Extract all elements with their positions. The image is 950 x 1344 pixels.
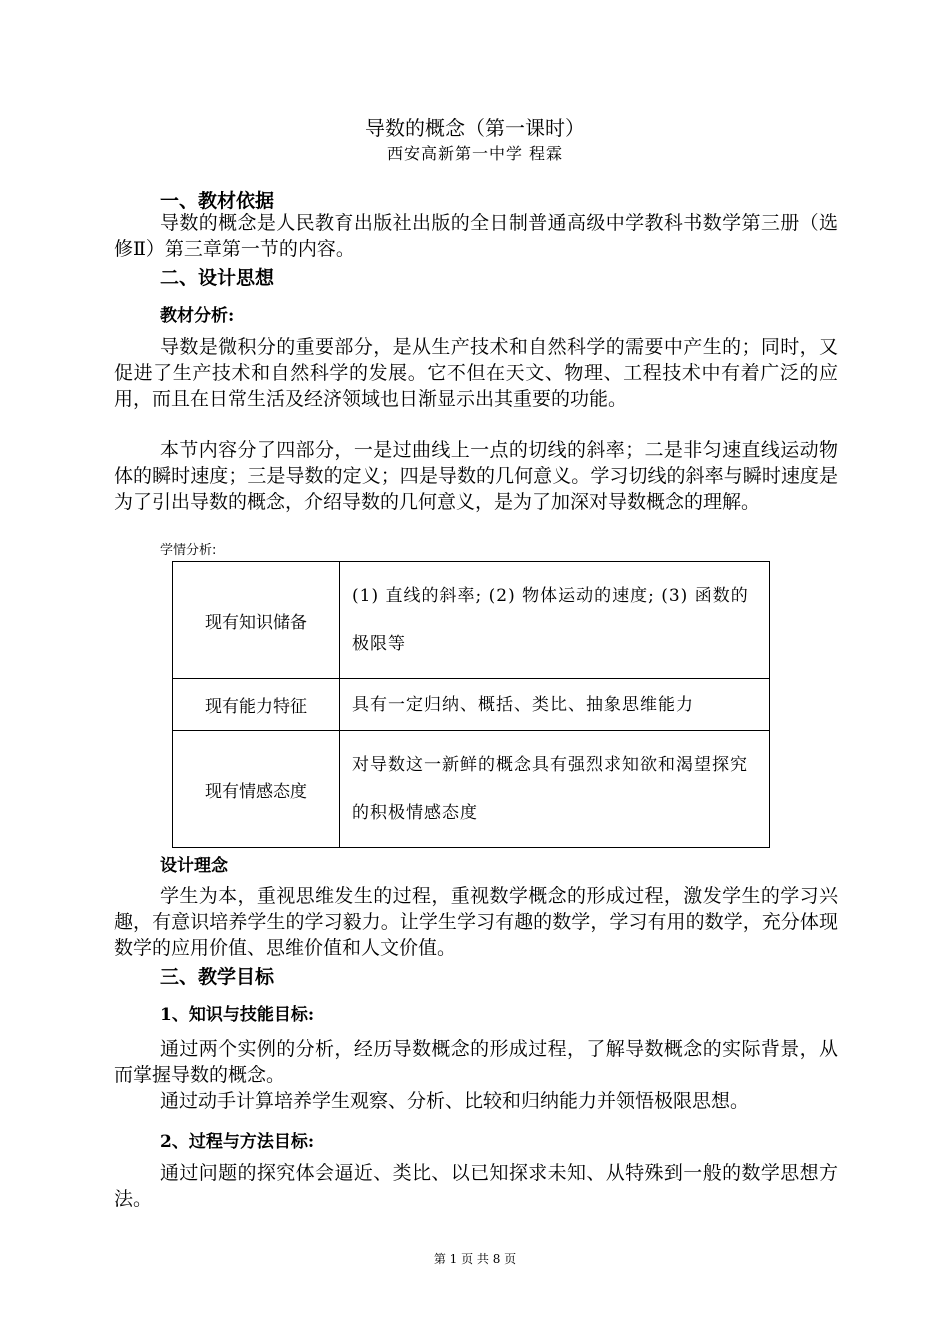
subheading-design-concept: 设计理念 (160, 856, 228, 876)
table-row (173, 731, 770, 848)
subheading-textbook-analysis: 教材分析: (160, 306, 235, 326)
table-caption: 学情分析: (160, 543, 217, 558)
subheading-knowledge-goal: 1、知识与技能目标: (160, 1005, 315, 1025)
section2-paragraph-2: 本节内容分了四部分，一是过曲线上一点的切线的斜率；二是非匀速直线运动物体的瞬时速度；三是导数的定义；四是导数的几何意义。学习切线的斜率与瞬时速度是为了引出导数的概念，介绍导数的几何意义，是为了加深对导数概念的理解。 (114, 439, 838, 513)
section2-paragraph-1: 导数是微积分的重要部分，是从生产技术和自然科学的需要中产生的；同时，又促进了生产技术和自然科学的发展。它不但在天文、物理、工程技术中有着广泛的应用，而且在日常生活及经济领域也日渐显示出其重要的功能。 (114, 336, 838, 410)
section-heading-3: 三、教学目标 (160, 966, 275, 988)
table-value-cell: 具有一定归纳、概括、类比、抽象思维能力 (340, 679, 770, 731)
student-analysis-table (172, 561, 770, 848)
section3-paragraph-2: 通过动手计算培养学生观察、分析、比较和归纳能力并领悟极限思想。 (160, 1090, 750, 1112)
document-author: 西安高新第一中学 程霖 (386, 144, 564, 163)
table-row (173, 562, 770, 679)
section-heading-1: 一、教材依据 (160, 190, 275, 212)
table-value-cell: (1) 直线的斜率; (2) 物体运动的速度; (3) 函数的极限等 (340, 562, 770, 679)
table-row (173, 679, 770, 731)
subheading-process-goal: 2、过程与方法目标: (160, 1132, 315, 1152)
section-heading-2: 二、设计思想 (160, 267, 275, 289)
section1-paragraph: 导数的概念是人民教育出版社出版的全日制普通高级中学教科书数学第三册（选修Ⅱ）第三章第一节的内容。 (114, 212, 838, 260)
document-title: 导数的概念（第一课时） (365, 116, 585, 140)
table-label-cell: 现有情感态度 (173, 731, 340, 848)
page-number-footer: 第 1 页 共 8 页 (433, 1252, 517, 1266)
section3-paragraph-3: 通过问题的探究体会逼近、类比、以已知探求未知、从特殊到一般的数学思想方法。 (114, 1162, 838, 1210)
section2-paragraph-3: 学生为本，重视思维发生的过程，重视数学概念的形成过程，激发学生的学习兴趣，有意识培养学生的学习毅力。让学生学习有趣的数学，学习有用的数学，充分体现数学的应用价值、思维价值和人文价值。 (114, 885, 838, 959)
section3-paragraph-1: 通过两个实例的分析，经历导数概念的形成过程，了解导数概念的实际背景，从而掌握导数的概念。 (114, 1038, 838, 1086)
table-label-cell: 现有能力特征 (173, 679, 340, 731)
table-value-cell: 对导数这一新鲜的概念具有强烈求知欲和渴望探究的积极情感态度 (340, 731, 770, 848)
table-label-cell: 现有知识储备 (173, 562, 340, 679)
